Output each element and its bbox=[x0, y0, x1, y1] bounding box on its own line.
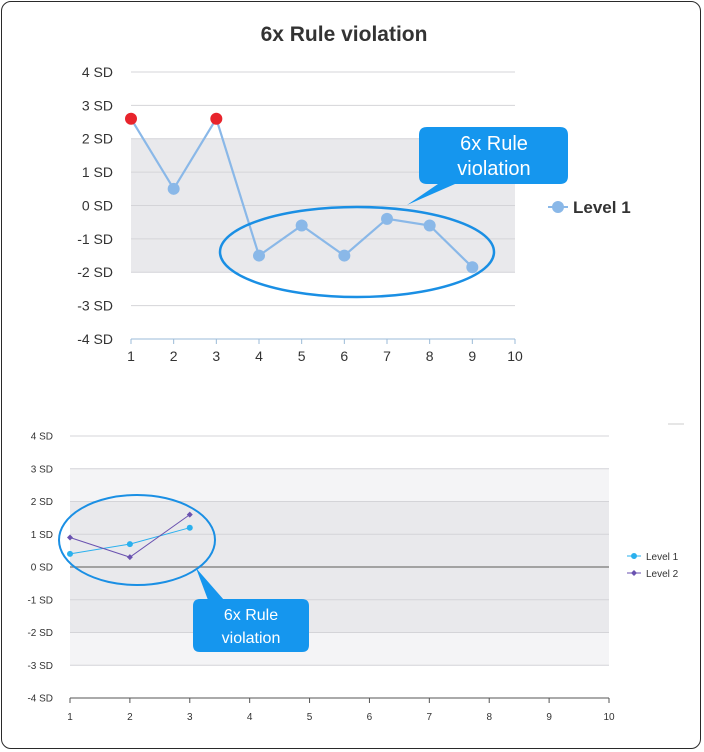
chart-2-y-ticks bbox=[27, 432, 53, 705]
chart-1-y-tick-label: -4 SD bbox=[77, 330, 113, 347]
chart-1-point bbox=[424, 220, 436, 232]
chart-1-legend-marker bbox=[552, 201, 564, 213]
chart-2-y-tick-label: -2 SD bbox=[27, 628, 53, 639]
chart-2-legend-label-1: Level 1 bbox=[646, 552, 679, 563]
chart-2-point bbox=[127, 541, 133, 547]
chart-2-legend-marker-2 bbox=[631, 570, 637, 576]
chart-1-y-tick-label: 1 SD bbox=[81, 164, 113, 181]
chart-2-x-tick-label: 7 bbox=[426, 712, 433, 723]
chart-2-x-tick-label: 5 bbox=[306, 712, 313, 723]
chart-2-x-tick-label: 2 bbox=[127, 712, 133, 723]
chart-1-x-tick-label: 5 bbox=[297, 348, 306, 364]
chart-2-x-tick-label: 10 bbox=[603, 712, 615, 723]
chart-1-title: 6x Rule violation bbox=[260, 23, 428, 46]
chart-1-point bbox=[253, 250, 265, 262]
chart-1-y-tick-label: 2 SD bbox=[81, 130, 113, 147]
chart-2-x-tick-label: 8 bbox=[486, 712, 493, 723]
chart-2-callout-line-1: 6x Rule bbox=[223, 607, 279, 624]
chart-2-y-tick-label: -4 SD bbox=[27, 693, 53, 705]
chart-2-point bbox=[67, 551, 73, 557]
chart-1-callout-line-1: 6x Rule bbox=[460, 133, 528, 155]
chart-1-callout-line-2: violation bbox=[457, 158, 531, 180]
chart-2-callout-line-2: violation bbox=[221, 630, 281, 647]
chart-1-point bbox=[338, 250, 350, 262]
chart-1 bbox=[77, 23, 630, 364]
chart-2-x-tick-label: 3 bbox=[186, 712, 193, 723]
chart-2-point bbox=[187, 525, 193, 531]
chart-1-x-tick-label: 4 bbox=[255, 348, 263, 364]
chart-1-y-tick-label: 4 SD bbox=[81, 63, 113, 80]
chart-2-y-tick-label: -1 SD bbox=[27, 595, 53, 607]
chart-2-y-tick-label: 4 SD bbox=[30, 431, 53, 443]
chart-1-point bbox=[296, 220, 308, 232]
chart-1-legend bbox=[548, 198, 631, 217]
chart-1-x-tick-label: 3 bbox=[212, 348, 221, 364]
chart-1-violation-point bbox=[210, 113, 222, 125]
chart-1-x-tick-label: 6 bbox=[340, 348, 349, 364]
chart-2-y-tick-label: 0 SD bbox=[30, 562, 53, 574]
chart-1-x-tick-label: 9 bbox=[468, 348, 477, 364]
chart-1-gridlines bbox=[131, 72, 515, 339]
chart-1-x-tick-label: 7 bbox=[383, 348, 391, 364]
chart-2-x-tick-label: 1 bbox=[67, 712, 73, 723]
chart-1-x-tick-label: 10 bbox=[507, 348, 523, 364]
chart-2-y-tick-label: 2 SD bbox=[30, 497, 53, 508]
chart-2-x-tick-label: 4 bbox=[246, 712, 253, 723]
chart-1-y-ticks bbox=[77, 64, 113, 347]
chart-1-point bbox=[168, 183, 180, 195]
chart-2-x-tick-label: 9 bbox=[546, 712, 552, 723]
chart-1-y-tick-label: 3 SD bbox=[81, 97, 113, 114]
chart-1-x-tick-label: 2 bbox=[169, 348, 178, 364]
chart-1-violation-point bbox=[125, 113, 137, 125]
chart-2-legend-label-2: Level 2 bbox=[646, 569, 679, 580]
chart-2-y-tick-label: 3 SD bbox=[30, 464, 53, 476]
chart-1-x-tick-label: 1 bbox=[127, 348, 135, 364]
chart-2-legend-marker-1 bbox=[631, 553, 637, 559]
chart-1-y-tick-label: -1 SD bbox=[77, 230, 113, 247]
chart-2 bbox=[27, 424, 684, 723]
chart-1-y-tick-label: 0 SD bbox=[81, 197, 113, 214]
chart-2-x-tick-label: 6 bbox=[366, 712, 373, 723]
chart-1-legend-label: Level 1 bbox=[573, 198, 631, 217]
chart-1-point bbox=[466, 261, 478, 273]
chart-1-y-tick-label: -2 SD bbox=[77, 264, 113, 281]
chart-2-y-tick-label: -3 SD bbox=[27, 660, 53, 672]
chart-1-x-ticks bbox=[127, 339, 523, 364]
chart-1-x-tick-label: 8 bbox=[425, 348, 434, 364]
chart-2-y-tick-label: 1 SD bbox=[30, 529, 53, 541]
chart-2-legend bbox=[627, 552, 679, 580]
chart-2-x-ticks bbox=[67, 698, 615, 723]
chart-1-point bbox=[381, 213, 393, 225]
chart-1-y-tick-label: -3 SD bbox=[77, 297, 113, 314]
